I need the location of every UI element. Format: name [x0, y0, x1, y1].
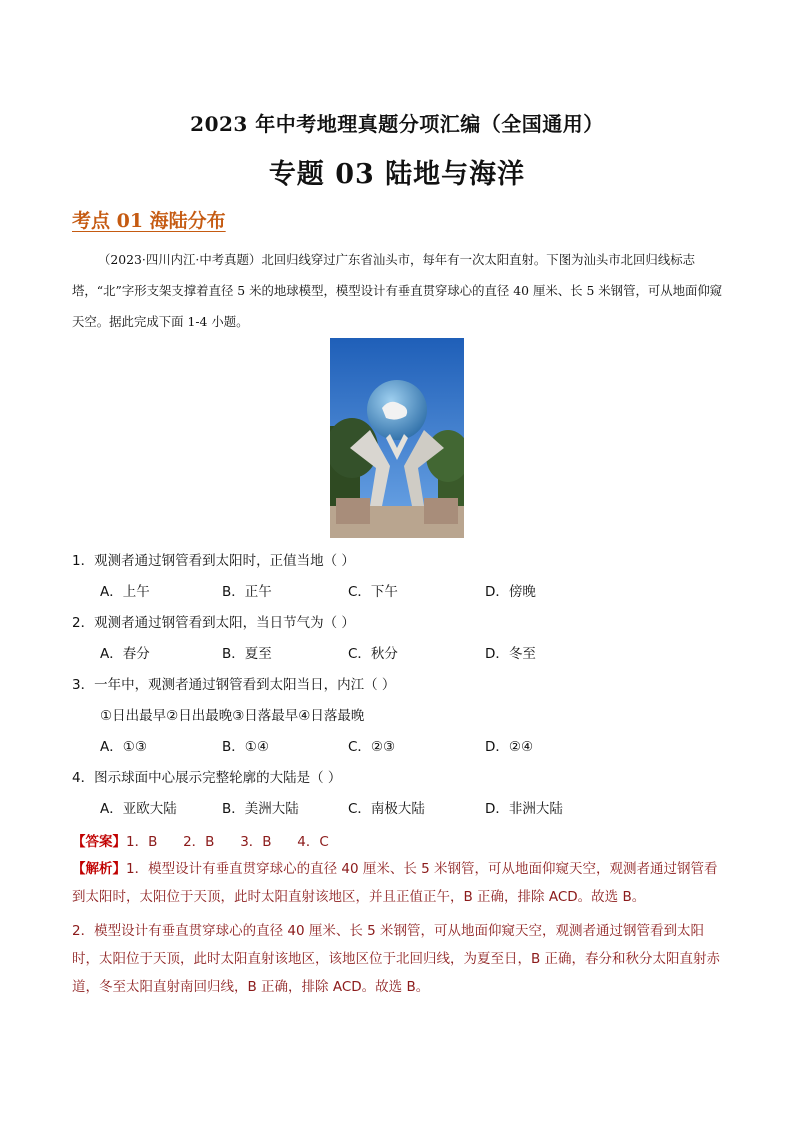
topic-title: 专题 03 陆地与海洋	[268, 159, 526, 190]
option-a[interactable]: A．春分	[100, 646, 150, 662]
analysis-block	[72, 855, 724, 1001]
document-title: 2023 年中考地理真题分项汇编（全国通用）	[190, 112, 604, 136]
analysis-paragraph-2: 2．模型设计有垂直贯穿球心的直径 40 厘米、长 5 米钢管，可从地面仰窥天空，观测者通过钢管看到太阳时，太阳位于天顶，此时太阳直射该地区，该地区位于北回归线，为夏至日，B 正确，春分和秋分太阳直射赤道，冬至太阳直射南回归线，B 正确，排除 ACD。故选 B。	[72, 923, 721, 995]
option-d[interactable]: D．非洲大陆	[485, 801, 563, 817]
question-4: 4．图示球面中心展示完整轮廓的大陆是（ ）	[72, 770, 342, 786]
option-d[interactable]: D．②④	[485, 739, 534, 755]
option-c[interactable]: C．秋分	[348, 646, 398, 662]
intro-paragraph: （2023·四川内江·中考真题）北回归线穿过广东省汕头市，每年有一次太阳直射。下图为汕头市北回归线标志塔，“北”字形支架支撑着直径 5 米的地球模型，模型设计有垂直贯穿球心的直径 40 厘米、长 5 米钢管，可从地面仰窥天空。据此完成下面 1-4 小题。	[72, 252, 723, 329]
option-b[interactable]: B．①④	[222, 739, 269, 755]
option-d[interactable]: D．冬至	[485, 646, 536, 662]
option-c[interactable]: C．下午	[348, 584, 398, 600]
question-3: 3．一年中，观测者通过钢管看到太阳当日，内江（ ）	[72, 677, 396, 693]
tropic-monument-photo	[330, 338, 464, 538]
option-a[interactable]: A．亚欧大陆	[100, 801, 177, 817]
answer-tag: 【答案】	[72, 834, 126, 850]
option-b[interactable]: B．美洲大陆	[222, 801, 299, 817]
question-intro	[72, 244, 724, 337]
monument-illustration	[330, 338, 464, 538]
option-c[interactable]: C．②③	[348, 739, 396, 755]
section-heading: 考点 01 海陆分布	[72, 210, 226, 232]
option-a[interactable]: A．①③	[100, 739, 147, 755]
analysis-tag: 【解析】	[72, 861, 126, 877]
option-b[interactable]: B．正午	[222, 584, 272, 600]
option-c[interactable]: C．南极大陆	[348, 801, 425, 817]
analysis-paragraph-1: 【解析】1．模型设计有垂直贯穿球心的直径 40 厘米、长 5 米钢管，可从地面仰窥天空，观测者通过钢管看到太阳时，太阳位于天顶，此时太阳直射该地区，并且正值正午，B 正确，排除 ACD。故选 B。	[72, 861, 718, 905]
answer-line	[72, 830, 329, 850]
option-d[interactable]: D．傍晚	[485, 584, 536, 600]
question-1: 1．观测者通过钢管看到太阳时，正值当地（ ）	[72, 553, 355, 569]
question-2: 2．观测者通过钢管看到太阳，当日节气为（ ）	[72, 615, 355, 631]
option-a[interactable]: A．上午	[100, 584, 150, 600]
answer-text: 1．B 2．B 3．B 4．C	[126, 834, 329, 850]
option-b[interactable]: B．夏至	[222, 646, 272, 662]
question-3-statements: ①日出最早②日出最晚③日落最早④日落最晚	[100, 708, 365, 724]
